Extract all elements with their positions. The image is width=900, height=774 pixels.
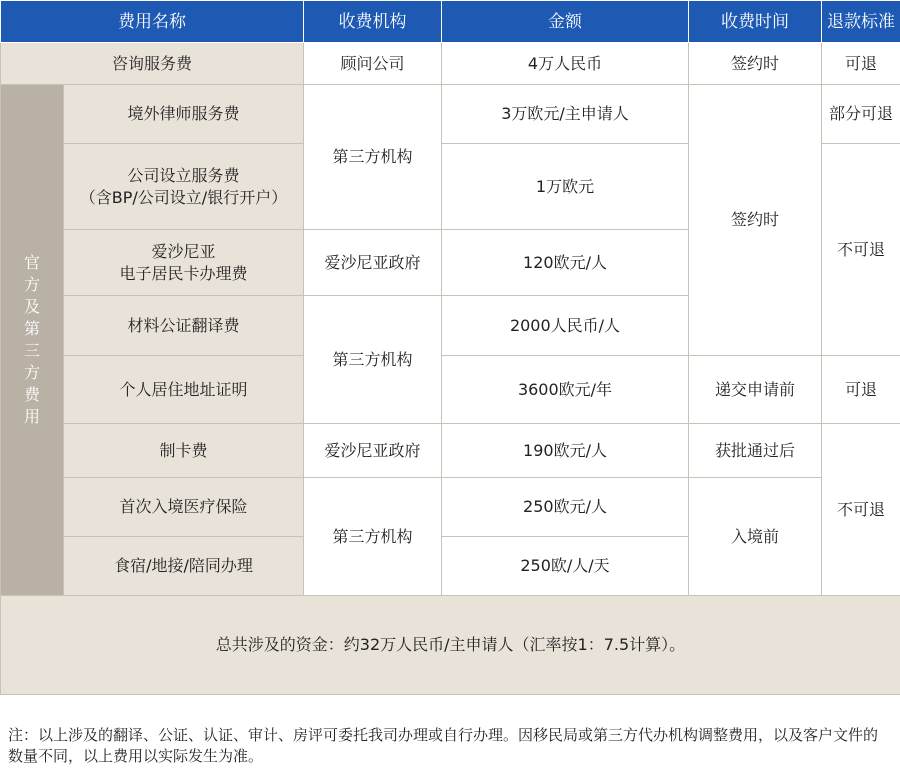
fee-amount: 1万欧元 xyxy=(442,144,689,230)
header-time: 收费时间 xyxy=(689,1,822,43)
fee-amount: 250欧元/人 xyxy=(442,478,689,537)
fee-amount: 4万人民币 xyxy=(442,43,689,85)
fee-name: 公司设立服务费 （含BP/公司设立/银行开户） xyxy=(64,144,304,230)
fee-org: 爱沙尼亚政府 xyxy=(304,230,442,296)
fee-name: 食宿/地接/陪同办理 xyxy=(64,537,304,596)
summary-row xyxy=(1,596,900,695)
table-row xyxy=(1,43,900,85)
header-row xyxy=(1,1,900,43)
fee-org: 第三方机构 xyxy=(304,296,442,424)
header-org: 收费机构 xyxy=(304,1,442,43)
fee-amount: 2000人民币/人 xyxy=(442,296,689,356)
fee-org: 第三方机构 xyxy=(304,85,442,230)
table-row xyxy=(1,478,900,537)
fee-name: 首次入境医疗保险 xyxy=(64,478,304,537)
table-row xyxy=(1,356,900,424)
fee-refund: 不可退 xyxy=(822,424,900,596)
fee-name: 咨询服务费 xyxy=(1,43,304,85)
fee-name: 境外律师服务费 xyxy=(64,85,304,144)
fee-amount: 250欧/人/天 xyxy=(442,537,689,596)
fee-time: 获批通过后 xyxy=(689,424,822,478)
table-row xyxy=(1,85,900,144)
fee-amount: 3600欧元/年 xyxy=(442,356,689,424)
fee-amount: 120欧元/人 xyxy=(442,230,689,296)
footnote: 注：以上涉及的翻译、公证、认证、审计、房评可委托我司办理或自行办理。因移民局或第三方代办机构调整费用，以及客户文件的数量不同，以上费用以实际发生为准。 xyxy=(8,726,879,765)
summary-text: 总共涉及的资金：约32万人民币/主申请人（汇率按1：7.5计算）。 xyxy=(1,596,900,695)
fee-refund: 部分可退 xyxy=(822,85,900,144)
fee-refund: 可退 xyxy=(822,43,900,85)
header-amount: 金额 xyxy=(442,1,689,43)
fee-refund: 不可退 xyxy=(822,144,900,356)
header-fee-name: 费用名称 xyxy=(1,1,304,43)
fee-name: 材料公证翻译费 xyxy=(64,296,304,356)
fee-time: 递交申请前 xyxy=(689,356,822,424)
fee-refund: 可退 xyxy=(822,356,900,424)
table-row xyxy=(1,424,900,478)
fee-name: 个人居住地址证明 xyxy=(64,356,304,424)
fee-name: 爱沙尼亚 电子居民卡办理费 xyxy=(64,230,304,296)
header-refund: 退款标准 xyxy=(822,1,900,43)
fee-time: 签约时 xyxy=(689,43,822,85)
fee-org: 爱沙尼亚政府 xyxy=(304,424,442,478)
side-category-label: 官方及第三方费用 xyxy=(1,85,64,596)
fee-amount: 3万欧元/主申请人 xyxy=(442,85,689,144)
fee-name: 制卡费 xyxy=(64,424,304,478)
fee-amount: 190欧元/人 xyxy=(442,424,689,478)
fee-time: 入境前 xyxy=(689,478,822,596)
fee-org: 顾问公司 xyxy=(304,43,442,85)
fee-time: 签约时 xyxy=(689,85,822,356)
fee-org: 第三方机构 xyxy=(304,478,442,596)
